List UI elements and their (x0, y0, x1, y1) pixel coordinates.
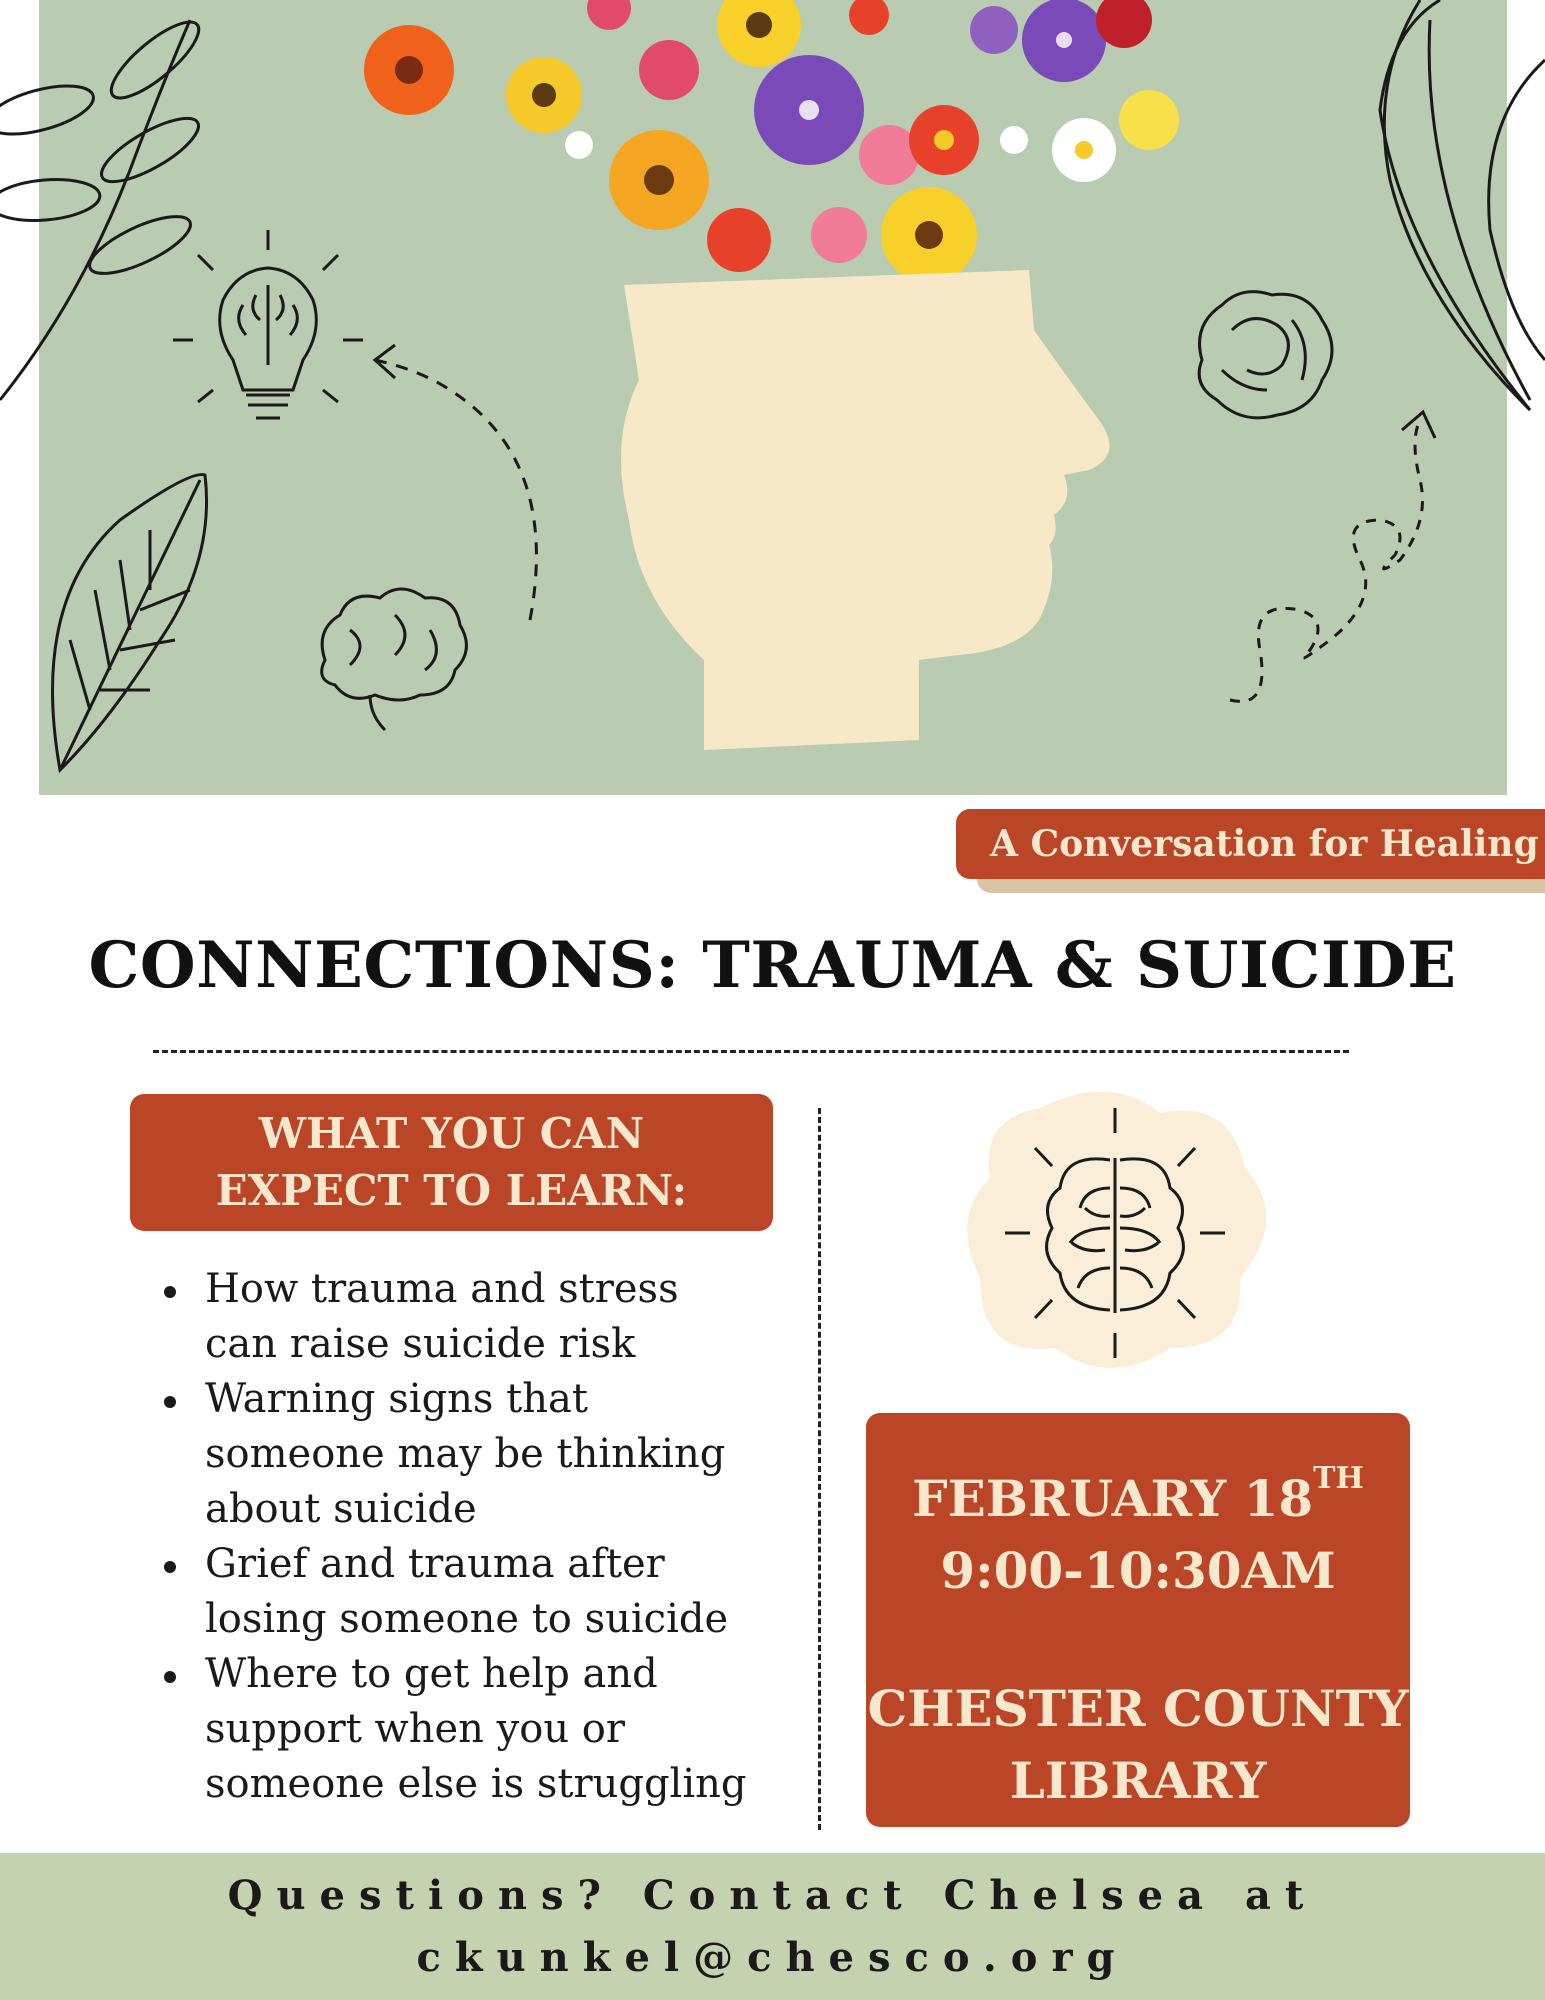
list-item: Where to get help and support when you or someone else is struggling (160, 1647, 760, 1812)
learn-list (160, 1262, 760, 1812)
head-silhouette (621, 270, 1109, 750)
learn-header: WHAT YOU CAN EXPECT TO LEARN: (130, 1094, 773, 1231)
flowers (364, 0, 1179, 283)
hero-image (39, 0, 1507, 795)
list-item: Warning signs that someone may be thinking about suicide (160, 1372, 760, 1537)
list-item: Grief and trauma after losing someone to suicide (160, 1537, 760, 1647)
event-date-suffix: TH (1313, 1461, 1364, 1496)
tagline-text: A Conversation for Healing (990, 823, 1539, 865)
contact-footer (0, 1853, 1545, 2000)
title-divider (153, 1050, 1349, 1053)
event-date (866, 1443, 1410, 1535)
tagline-banner (956, 809, 1545, 879)
event-location-line1: CHESTER COUNTY (867, 1679, 1409, 1738)
event-time: 9:00-10:30AM (940, 1541, 1336, 1600)
column-divider (818, 1108, 821, 1830)
contact-line: Questions? Contact Chelsea at (227, 1872, 1318, 1919)
hero-illustration (39, 0, 1507, 795)
event-details (866, 1413, 1410, 1827)
list-item: How trauma and stress can raise suicide risk (160, 1262, 760, 1372)
event-date-text: FEBRUARY 18 (912, 1469, 1314, 1528)
page-title: CONNECTIONS: TRAUMA & SUICIDE (88, 928, 1457, 1003)
brain-badge-icon (960, 1078, 1280, 1378)
contact-email[interactable]: ckunkel@chesco.org (416, 1934, 1129, 1981)
event-location-line2: LIBRARY (1009, 1751, 1267, 1810)
